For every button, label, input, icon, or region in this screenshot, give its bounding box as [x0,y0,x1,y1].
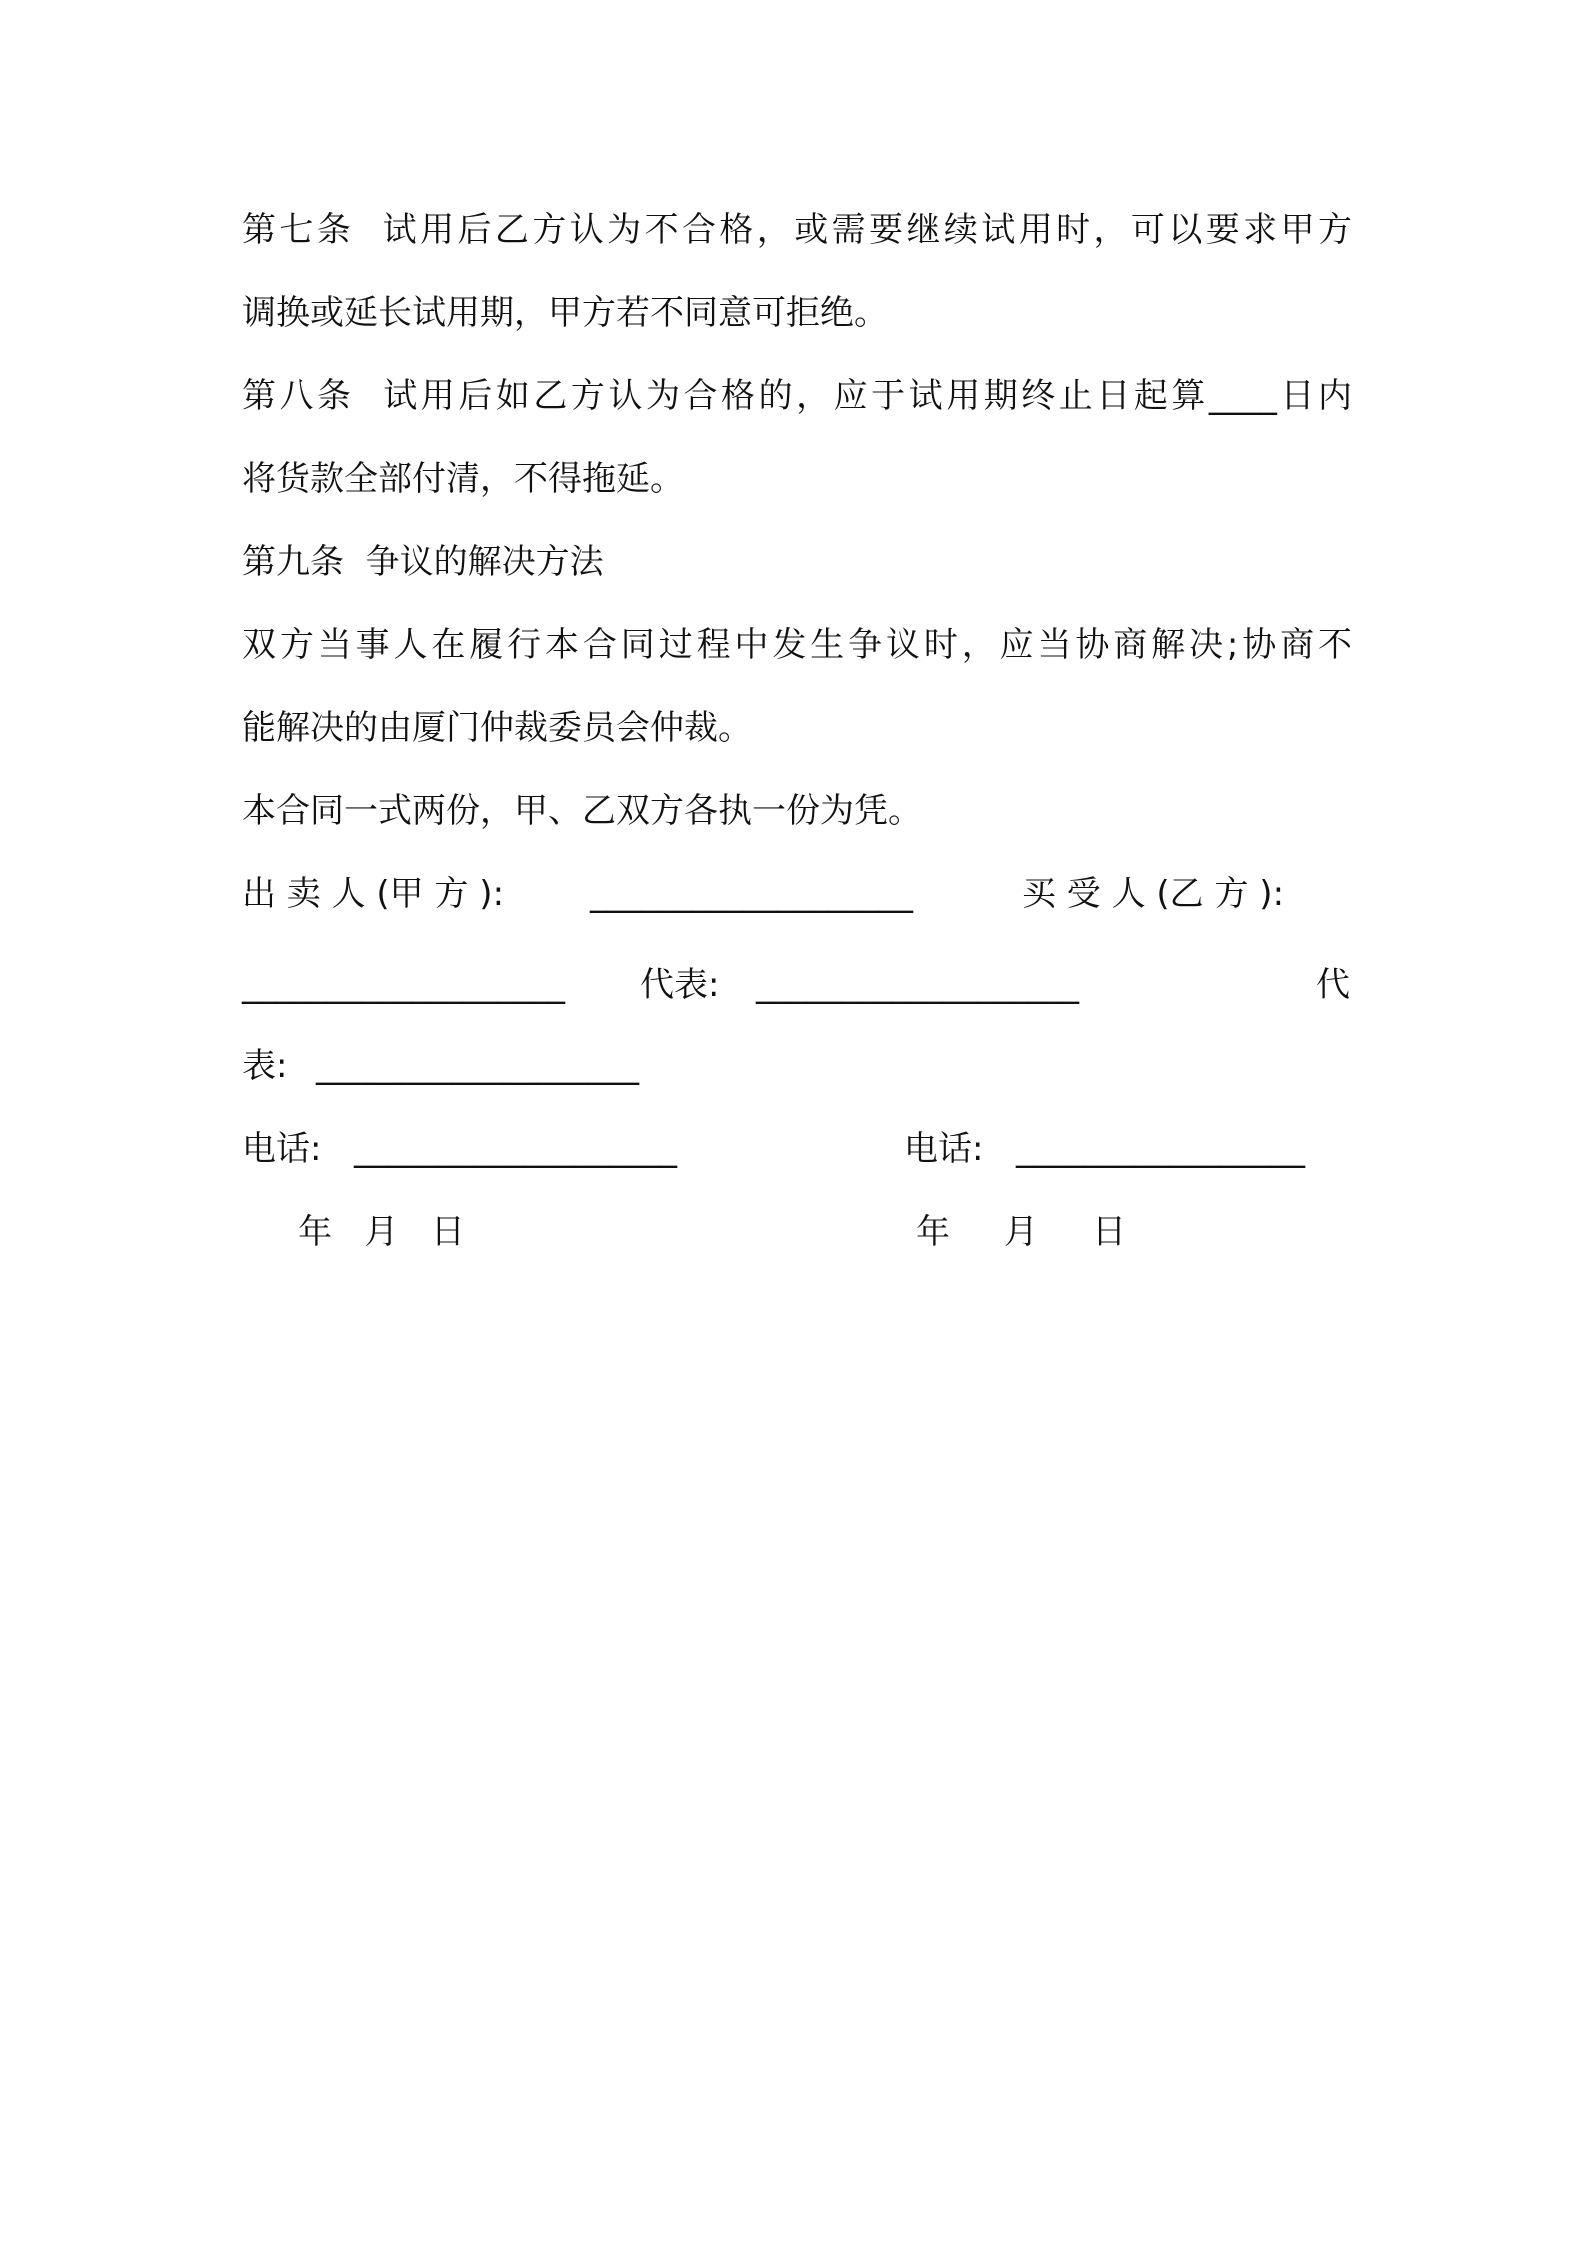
buyer-phone-blank: _________________ [1016,1129,1305,1169]
buyer-rep-blank: ___________________ [316,1046,639,1086]
article-8-line-2: 将货款全部付清，不得拖延。 [242,459,684,499]
buyer-rep-label-part2: 表: [242,1046,288,1086]
article-9-line-1: 双方当事人在履行本合同过程中发生争议时，应当协商解决;协商不 [242,625,1352,665]
buyer-date: 年 月 日 [916,1212,1127,1252]
article-8-line-1: 第八条 试用后如乙方认为合格的，应于试用期终止日起算____日内 [242,376,1352,416]
seller-rep-label: 代表: [640,965,720,1005]
buyer-phone-label: 电话: [904,1129,984,1169]
seller-date: 年 月 日 [298,1212,465,1252]
article-9-line-2: 能解决的由厦门仲裁委员会仲裁。 [242,708,752,748]
seller-rep-blank: ___________________ [756,965,1079,1005]
seller-blank: ___________________ [590,874,913,914]
buyer-blank: ___________________ [242,965,565,1005]
article-7-line-1: 第七条 试用后乙方认为不合格，或需要继续试用时，可以要求甲方 [242,210,1352,250]
buyer-label: 买 受 人 (乙 方 ): [1022,874,1285,914]
seller-label: 出 卖 人 (甲 方 ): [242,874,505,914]
copies-statement: 本合同一式两份，甲、乙双方各执一份为凭。 [242,791,922,831]
seller-phone-blank: ___________________ [354,1129,677,1169]
article-9-title: 第九条 争议的解决方法 [242,542,604,582]
article-7-line-2: 调换或延长试用期，甲方若不同意可拒绝。 [242,293,888,333]
buyer-rep-label-part1: 代 [1316,965,1350,1005]
seller-phone-label: 电话: [242,1129,322,1169]
